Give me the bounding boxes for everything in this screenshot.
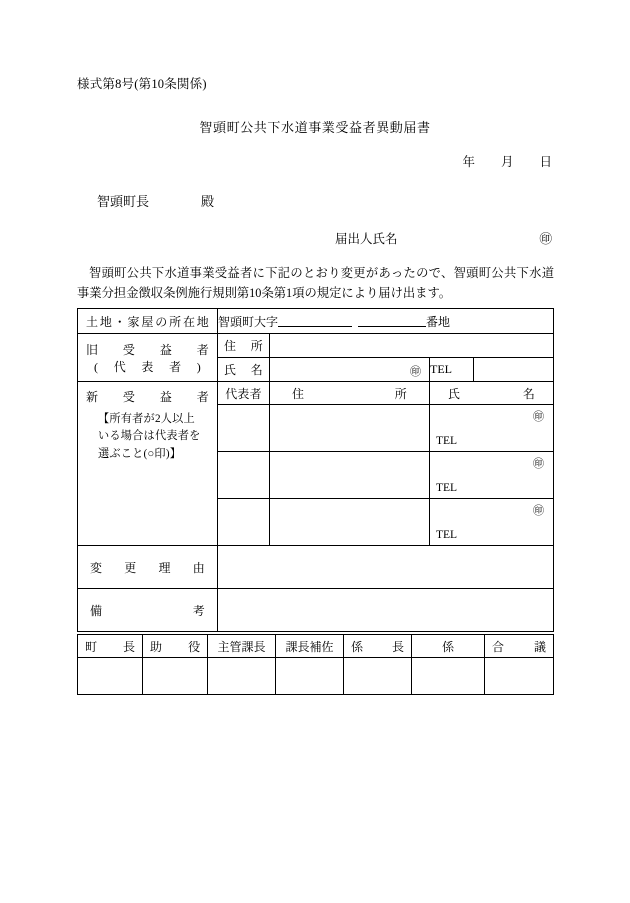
- submitter-seal-icon: ㊞: [539, 232, 552, 246]
- addressee-honorific: 殿: [201, 194, 215, 209]
- new-tel-label-2: TEL: [436, 482, 458, 494]
- approval-stamp-staff[interactable]: [412, 658, 485, 695]
- new-col-address: 住所: [270, 382, 430, 405]
- new-tel-label-3: TEL: [436, 529, 458, 541]
- date-line: [0, 152, 552, 170]
- new-name-2[interactable]: [430, 452, 554, 499]
- approval-col-section-chief: 主管課長: [208, 635, 276, 658]
- old-name-value[interactable]: [270, 358, 430, 382]
- approval-stamp-assistant-chief[interactable]: [276, 658, 344, 695]
- approval-col-mayor: 町長: [78, 635, 143, 658]
- submitter-label: 届出人氏名: [335, 232, 398, 246]
- table-row-old-address: [78, 334, 554, 358]
- table-row-new-header: [78, 382, 554, 405]
- location-blank-1[interactable]: [278, 313, 352, 327]
- new-tel-label-1: TEL: [436, 435, 458, 447]
- new-name-1[interactable]: [430, 405, 554, 452]
- location-value-cell[interactable]: [218, 309, 554, 334]
- old-tel-value[interactable]: [474, 358, 554, 382]
- table-row-remarks: [78, 589, 554, 632]
- location-blank-2[interactable]: [358, 313, 426, 327]
- reason-value-cell[interactable]: [218, 546, 554, 589]
- old-name-seal-icon: ㊞: [410, 365, 421, 378]
- location-label-cell: 土地・家屋の所在地: [78, 309, 218, 334]
- old-tel-label: TEL: [430, 358, 474, 382]
- new-col-representative: 代表者: [218, 382, 270, 405]
- approval-stamp-section-chief[interactable]: [208, 658, 276, 695]
- location-prefix: 智頭町大字: [218, 314, 279, 329]
- new-beneficiary-label-cell: 新受益者 【所有者が2人以上いる場合は代表者を選ぶこと(○印)】: [78, 382, 218, 546]
- table-row-location: [78, 309, 554, 334]
- old-address-label: 住 所: [218, 334, 270, 358]
- date-year-label: 年: [462, 155, 475, 169]
- approval-stamp-mayor[interactable]: [78, 658, 143, 695]
- document-title: 智頭町公共下水道事業受益者異動届書: [199, 120, 431, 135]
- remarks-label-cell: 備考: [78, 589, 218, 632]
- approval-col-assistant-chief: 課長補佐: [276, 635, 344, 658]
- form-number: 様式第8号(第10条関係): [77, 77, 207, 91]
- new-address-2[interactable]: [270, 452, 430, 499]
- new-representative-3[interactable]: [218, 499, 270, 546]
- main-form-table: [77, 308, 554, 632]
- approval-stamp-subsection-chief[interactable]: [344, 658, 412, 695]
- new-name-3[interactable]: [430, 499, 554, 546]
- location-suffix: 番地: [426, 314, 451, 329]
- new-beneficiary-note: 【所有者が2人以上いる場合は代表者を選ぶこと(○印)】: [98, 413, 201, 460]
- new-name-seal-icon-2: ㊞: [533, 458, 545, 470]
- date-day-label: 日: [539, 155, 552, 169]
- approval-stamp-row: [78, 658, 554, 695]
- date-month-label: 月: [500, 155, 514, 169]
- approval-stamp-deputy[interactable]: [143, 658, 208, 695]
- new-col-name: 氏名: [430, 382, 554, 405]
- remarks-value-cell[interactable]: [218, 589, 554, 632]
- new-name-seal-icon-3: ㊞: [533, 505, 545, 517]
- approval-col-subsection-chief: 係長: [344, 635, 412, 658]
- approval-header-row: [78, 635, 554, 658]
- reason-label-cell: 変更理由: [78, 546, 218, 589]
- new-address-3[interactable]: [270, 499, 430, 546]
- approval-stamp-table: [77, 634, 554, 695]
- new-address-1[interactable]: [270, 405, 430, 452]
- approval-stamp-consultation[interactable]: [485, 658, 554, 695]
- new-representative-2[interactable]: [218, 452, 270, 499]
- submitter-line: [335, 229, 552, 247]
- approval-col-deputy: 助役: [143, 635, 208, 658]
- body-paragraph: 智頭町公共下水道事業受益者に下記のとおり変更があったので、智頭町公共下水道事業分担金徴収条例施行規則第10条第1項の規定により届け出ます。: [77, 266, 554, 301]
- approval-col-staff: 係: [412, 635, 485, 658]
- addressee-line: [97, 191, 214, 210]
- old-address-value[interactable]: [270, 334, 554, 358]
- new-representative-1[interactable]: [218, 405, 270, 452]
- table-row-reason: [78, 546, 554, 589]
- old-name-label: 氏 名: [218, 358, 270, 382]
- approval-col-consultation: 合議: [485, 635, 554, 658]
- new-name-seal-icon-1: ㊞: [533, 411, 545, 423]
- addressee-name: 智頭町長: [97, 194, 150, 209]
- old-beneficiary-label-cell: 旧受益者 (代表者): [78, 334, 218, 382]
